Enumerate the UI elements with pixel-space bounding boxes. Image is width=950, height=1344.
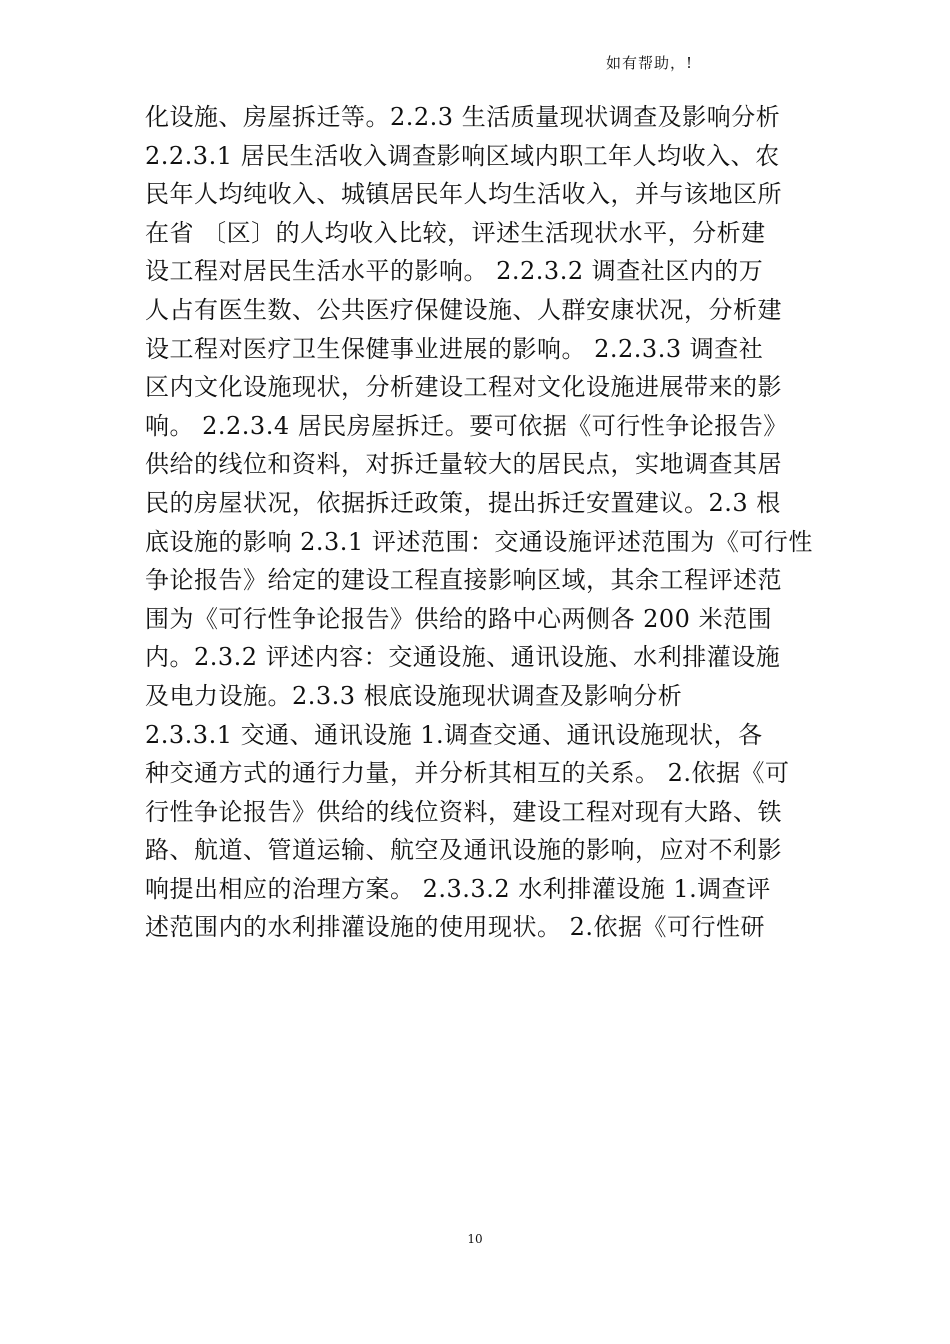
text-line: 化设施、房屋拆迁等。2.2.3 生活质量现状调查及影响分析 (145, 103, 781, 131)
header-note: 如有帮助，! (606, 54, 694, 72)
text-line: 争论报告》给定的建设工程直接影响区域，其余工程评述范 (145, 566, 782, 595)
text-line: 响提出相应的治理方案。 2.3.3.2 水利排灌设施 1.调查评 (145, 874, 771, 903)
text-line: 2.2.3.1 居民生活收入调查影响区域内职工年人均收入、农 (145, 141, 780, 170)
text-line: 设工程对居民生活水平的影响。 2.2.3.2 调查社区内的万 (145, 257, 764, 286)
text-line: 种交通方式的通行力量，并分析其相互的关系。 2.依据《可 (145, 759, 790, 788)
text-line: 民的房屋状况，依据拆迁政策，提出拆迁安置建议。2.3 根 (145, 488, 781, 517)
text-line: 路、航道、管道运输、航空及通讯设施的影响，应对不利影 (145, 836, 782, 865)
body-text (145, 98, 825, 947)
page-number: 10 (467, 1232, 483, 1246)
text-line: 及电力设施。2.3.3 根底设施现状调查及影响分析 (145, 681, 683, 710)
text-line: 2.3.3.1 交通、通讯设施 1.调查交通、通讯设施现状，各 (145, 720, 763, 749)
text-line: 区内文化设施现状，分析建设工程对文化设施进展带来的影 (145, 373, 782, 402)
text-line: 在省 〔区〕的人均收入比较，评述生活现状水平，分析建 (145, 218, 766, 247)
text-line: 底设施的影响 2.3.1 评述范围：交通设施评述范围为《可行性 (145, 527, 813, 556)
text-line: 供给的线位和资料，对拆迁量较大的居民点，实地调查其居 (145, 450, 782, 479)
text-line: 响。 2.2.3.4 居民房屋拆迁。要可依据《可行性争论报告》 (145, 411, 788, 440)
text-line: 民年人均纯收入、城镇居民年人均生活收入，并与该地区所 (145, 180, 782, 209)
text-line: 设工程对医疗卫生保健事业进展的影响。 2.2.3.3 调查社 (145, 334, 764, 363)
text-line: 述范围内的水利排灌设施的使用现状。 2.依据《可行性研 (145, 913, 766, 942)
text-line: 围为《可行性争论报告》供给的路中心两侧各 200 米范围 (145, 604, 773, 633)
text-line: 内。2.3.2 评述内容：交通设施、通讯设施、水利排灌设施 (145, 643, 781, 672)
text-line: 行性争论报告》供给的线位资料，建设工程对现有大路、铁 (145, 797, 782, 826)
text-line: 人占有医生数、公共医疗保健设施、人群安康状况，分析建 (145, 295, 782, 324)
